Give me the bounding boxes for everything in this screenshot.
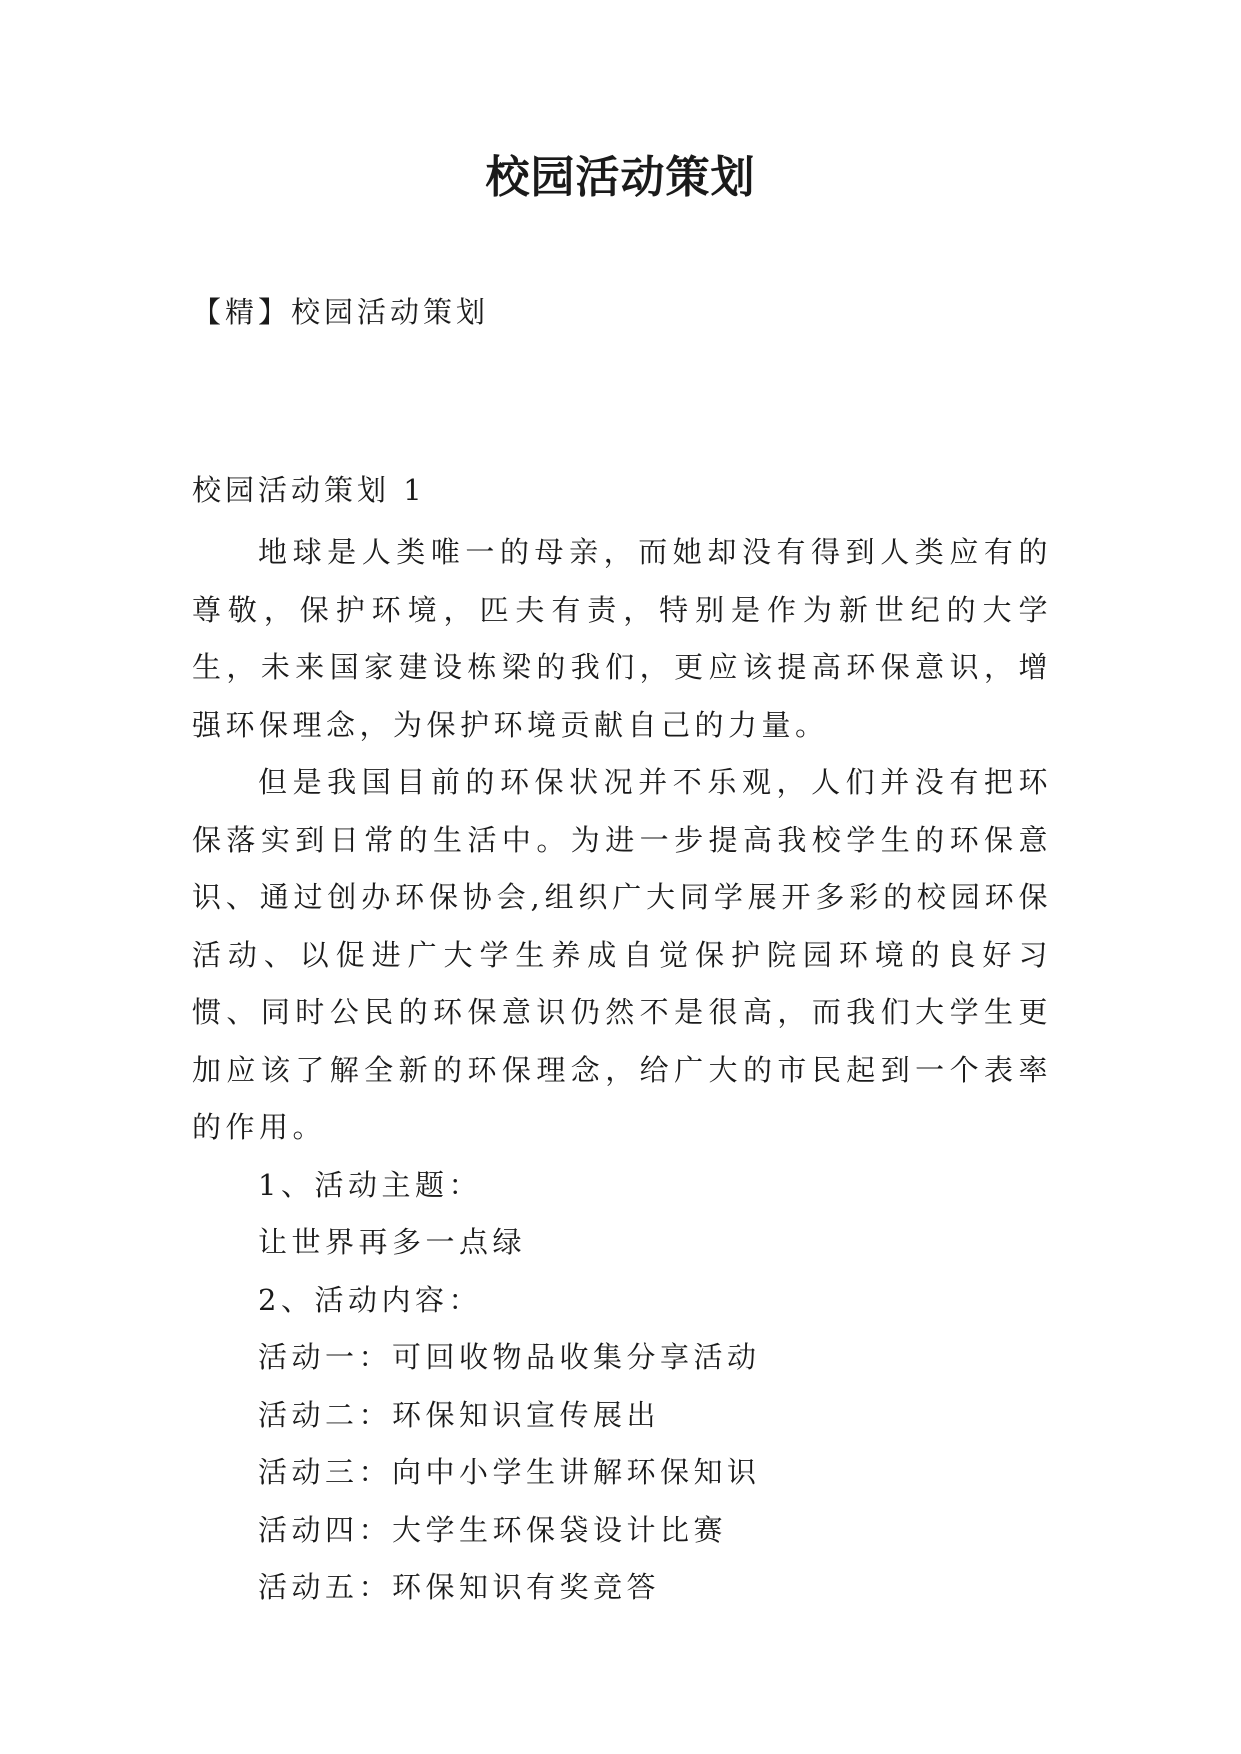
list-item: 活动三：向中小学生讲解环保知识 — [258, 1455, 761, 1489]
document-body — [192, 524, 1052, 1617]
list-item: 活动四：大学生环保袋设计比赛 — [258, 1512, 728, 1547]
list-item: 活动二：环保知识宣传展出 — [258, 1397, 661, 1432]
document-subtitle: 【精】校园活动策划 — [192, 295, 490, 329]
paragraph: 地球是人类唯一的母亲，而她却没有得到人类应有的尊敬，保护环境，匹夫有责，特别是作为新世纪的大学生，未来国家建设栋梁的我们，更应该提高环保意识，增强环保理念，为保护环境贡献自己的力量。 — [192, 535, 1052, 742]
document-title: 校园活动策划 — [485, 152, 756, 203]
list-item: 活动一：可回收物品收集分享活动 — [258, 1340, 761, 1374]
list-item: 2、活动内容： — [258, 1282, 482, 1317]
paragraph: 但是我国目前的环保状况并不乐观，人们并没有把环保落实到日常的生活中。为进一步提高我校学生的环保意识、通过创办环保协会,组织广大同学展开多彩的校园环保活动、以促进广大学生养成自觉保护院园环境的良好习惯、同时公民的环保意识仍然不是很高，而我们大学生更加应该了解全新的环保理念，给广大的市民起到一个表率的作用。 — [192, 765, 1052, 1144]
list-item: 活动五：环保知识有奖竞答 — [258, 1570, 661, 1604]
section-heading: 校园活动策划 1 — [192, 473, 426, 507]
list-item: 1、活动主题： — [258, 1167, 482, 1202]
list-item: 让世界再多一点绿 — [258, 1225, 527, 1259]
